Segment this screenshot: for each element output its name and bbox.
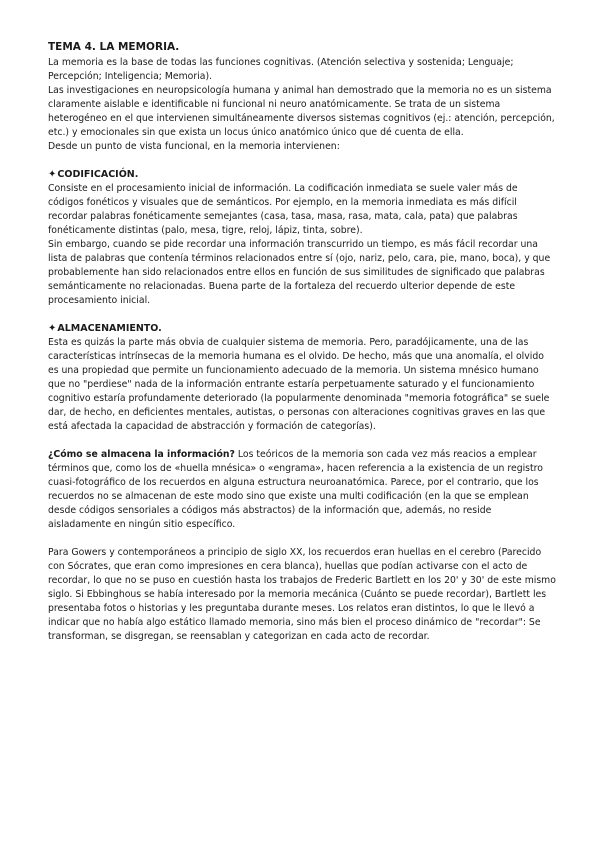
- page-title: TEMA 4. LA MEMORIA.: [48, 41, 180, 53]
- gowers-paragraph: Para Gowers y contemporáneos a principio de siglo XX, los recuerdos eran huellas en el cerebro (Parecido con Sócrates, que eran como impresiones en cera blanca), huellas que podían activarse con el acto de recordar, lo que no se puso en cuestión hasta los trabajos de Frederic Bartlett en los 20' y 30' de este mismo siglo. Si Ebbinghous se había interesado por la memoria mecánica (Cuánto se puede recordar), Bartlett les presentaba fotos o historias y les preguntaba durante meses. Los relatos eran distintos, lo que le llevó a indicar que no había algo estático llamado memoria, sino más bien el proceso dinámico de "recordar": Se transforman, se disgregan, se reensablan y categorizan en cada acto de recordar.: [48, 547, 556, 642]
- section-heading-almacenamiento: [48, 322, 556, 336]
- spacer: [48, 434, 556, 448]
- sparkle-icon: ✦: [48, 323, 57, 334]
- section-heading-codificacion: [48, 168, 556, 182]
- spacer: [48, 532, 556, 546]
- question-body: Los teóricos de la memoria son cada vez más reacios a emplear términos que, como los de «huella mnésica» o «engrama», hacen referencia a la existencia de un registro cuasi-fotográfico de los recuerdos en alguna estructura neuroanatómica. Parece, por el contrario, que los recuerdos no se almacenan de este modo sino que existe una multi codificación (en la que se emplean desde códigos sensoriales a códigos más abstractos) de la información que, además, no reside aisladamente en ningún sitio específico.: [48, 449, 543, 530]
- sparkle-icon: ✦: [48, 169, 57, 180]
- intro-paragraph-1: La memoria es la base de todas las funciones cognitivas. (Atención selectiva y sostenida; Lenguaje; Percepción; Inteligencia; Memoria).: [48, 57, 514, 82]
- codificacion-paragraph-1: Consiste en el procesamiento inicial de información. La codificación inmediata se suele valer más de códigos fonéticos y visuales que de semánticos. Por ejemplo, en la memoria inmediata es más difícil recordar palabras fonéticamente semejantes (casa, tasa, masa, rasa, mata, cala, pata) que palabras fonéticamente distintas (palo, mesa, tigre, reloj, lápiz, tinta, sobre).: [48, 183, 518, 236]
- intro-paragraph-2: Las investigaciones en neuropsicología humana y animal han demostrado que la memoria no es un sistema claramente aislable e identificable ni funcional ni neuro anatómicamente. Se trata de un sistema heterogéneo en el que intervienen simultáneamente diversos sistemas cognitivos (ej.: atención, percepción, etc.) y emocionales sin que exista un locus único anatómico único que dé cuenta de ella.: [48, 85, 555, 138]
- section-heading-label: CODIFICACIÓN.: [57, 169, 139, 180]
- almacenamiento-question-paragraph: [48, 448, 556, 532]
- intro-paragraph-3: Desde un punto de vista funcional, en la memoria intervienen:: [48, 141, 340, 152]
- section-heading-label: ALMACENAMIENTO.: [57, 323, 162, 334]
- question-lead: ¿Cómo se almacena la información?: [48, 449, 235, 460]
- almacenamiento-paragraph: Esta es quizás la parte más obvia de cualquier sistema de memoria. Pero, paradójicamente, una de las características intrínsecas de la memoria humana es el olvido. De hecho, más que una anomalía, el olvido es una propiedad que permite un funcionamiento adecuado de la memoria. Un sistema mnésico humano que no "perdiese" nada de la información entrante estaría perpetuamente saturado y el funcionamiento cognitivo estaría profundamente deteriorado (la popularmente denominada "memoria fotográfica" se suele dar, de hecho, en deficientes mentales, autistas, o personas con alteraciones cognitivas graves en las que está afectada la capacidad de abstracción y formación de categorías).: [48, 337, 550, 432]
- codificacion-paragraph-2: Sin embargo, cuando se pide recordar una información transcurrido un tiempo, es más fácil recordar una lista de palabras que contenía términos relacionados entre sí (ojo, nariz, pelo, cara, pie, mano, boca), y que probablemente han sido relacionados entre ellos en función de sus similitudes de significado que palabras semánticamente no relacionadas. Buena parte de la fortaleza del recuerdo ulterior depende de este procesamiento inicial.: [48, 239, 551, 306]
- document-page: [48, 40, 556, 644]
